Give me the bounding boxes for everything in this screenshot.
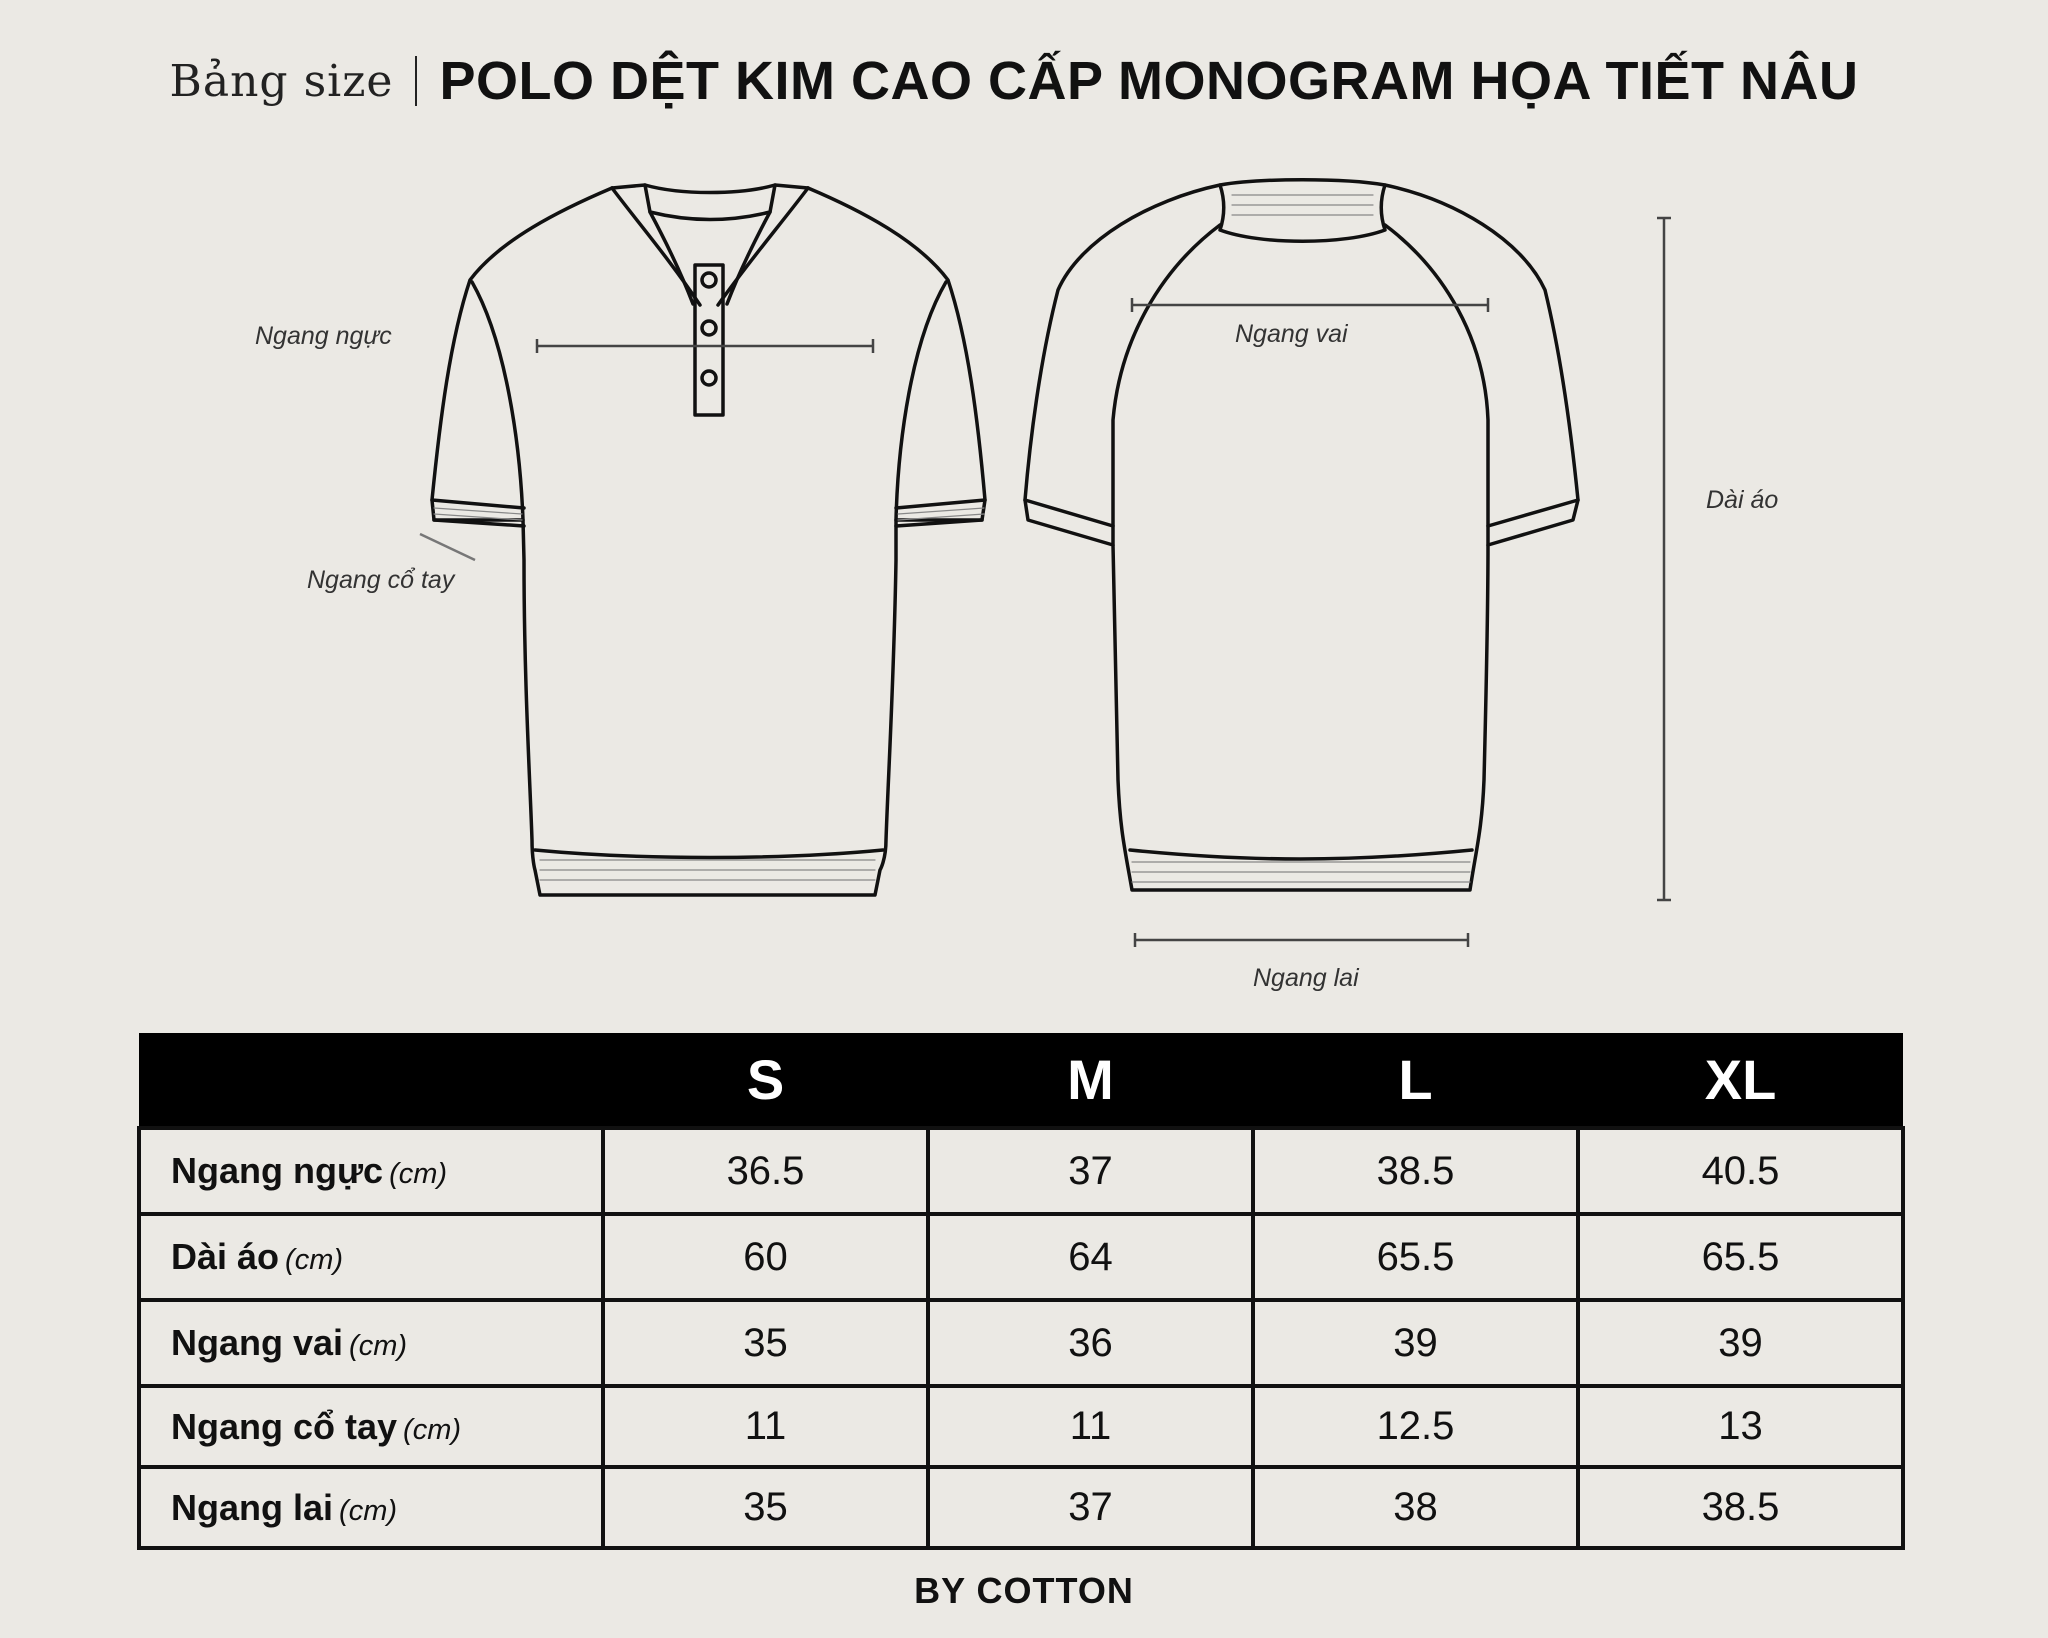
table-row	[139, 1467, 1903, 1548]
table-row	[139, 1128, 1903, 1214]
size-table	[137, 1033, 1905, 1550]
table-cell: 39	[1578, 1300, 1903, 1386]
front-shirt-drawing	[432, 185, 985, 895]
table-row	[139, 1214, 1903, 1300]
row-label-cuff: Ngang cổ tay (cm)	[139, 1386, 603, 1467]
table-cell: 60	[603, 1214, 928, 1300]
header-empty-cell	[139, 1033, 603, 1128]
unit-label: (cm)	[389, 1158, 448, 1190]
hem-label: Ngang lai	[1253, 964, 1359, 992]
table-cell: 11	[603, 1386, 928, 1467]
shoulder-label: Ngang vai	[1235, 320, 1348, 348]
table-cell: 36.5	[603, 1128, 928, 1214]
chest-measure-line	[537, 339, 873, 353]
back-shirt-drawing	[1025, 180, 1578, 890]
table-cell: 64	[928, 1214, 1253, 1300]
size-header-row	[139, 1033, 1903, 1128]
size-header-l: L	[1253, 1033, 1578, 1128]
table-cell: 35	[603, 1300, 928, 1386]
size-header-s: S	[603, 1033, 928, 1128]
unit-label: (cm)	[339, 1494, 398, 1527]
row-label-shoulder: Ngang vai (cm)	[139, 1300, 603, 1386]
hem-measure-line	[1135, 933, 1468, 947]
table-cell: 11	[928, 1386, 1253, 1467]
row-label-hem: Ngang lai (cm)	[139, 1467, 603, 1548]
unit-label: (cm)	[403, 1413, 462, 1446]
length-measure-line	[1657, 218, 1671, 900]
table-cell: 35	[603, 1467, 928, 1548]
size-header-m: M	[928, 1033, 1253, 1128]
chest-label: Ngang ngực	[255, 322, 392, 350]
length-label: Dài áo	[1706, 486, 1779, 514]
shoulder-measure-line	[1132, 298, 1488, 312]
cuff-measure-line	[420, 534, 475, 560]
size-header-xl: XL	[1578, 1033, 1903, 1128]
unit-label: (cm)	[285, 1244, 344, 1276]
table-cell: 65.5	[1253, 1214, 1578, 1300]
cuff-label: Ngang cổ tay	[307, 566, 455, 594]
table-cell: 12.5	[1253, 1386, 1578, 1467]
table-row	[139, 1300, 1903, 1386]
table-cell: 37	[928, 1128, 1253, 1214]
row-label-length: Dài áo (cm)	[139, 1214, 603, 1300]
size-chart-label: Bảng size	[169, 55, 394, 107]
table-cell: 40.5	[1578, 1128, 1903, 1214]
table-cell: 38.5	[1578, 1467, 1903, 1548]
unit-label: (cm)	[349, 1330, 408, 1362]
product-title: POLO DỆT KIM CAO CẤP MONOGRAM HỌA TIẾT NÂU	[439, 51, 1859, 111]
table-cell: 39	[1253, 1300, 1578, 1386]
table-cell: 38	[1253, 1467, 1578, 1548]
table-cell: 36	[928, 1300, 1253, 1386]
table-cell: 13	[1578, 1386, 1903, 1467]
row-label-chest: Ngang ngực (cm)	[139, 1128, 603, 1214]
brand-footer: BY COTTON	[914, 1570, 1134, 1611]
table-cell: 38.5	[1253, 1128, 1578, 1214]
table-cell: 37	[928, 1467, 1253, 1548]
table-cell: 65.5	[1578, 1214, 1903, 1300]
table-row	[139, 1386, 1903, 1467]
